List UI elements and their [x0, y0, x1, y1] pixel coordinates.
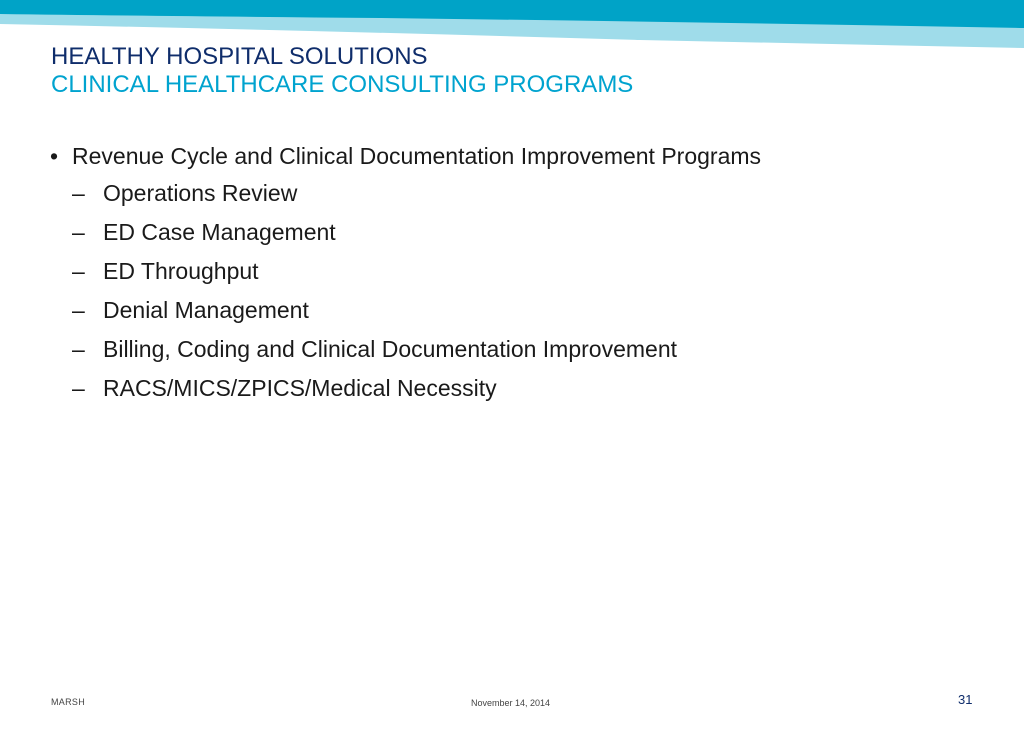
sub-item-text: ED Case Management — [103, 219, 336, 245]
bullet-text: Revenue Cycle and Clinical Documentation Improvement Programs — [72, 143, 762, 169]
dash-icon: – — [72, 297, 85, 323]
sub-item-text: RACS/MICS/ZPICS/Medical Necessity — [103, 375, 497, 401]
sub-item-text: Billing, Coding and Clinical Documentation Improvement — [103, 336, 678, 362]
dash-icon: – — [72, 219, 85, 245]
dash-icon: – — [72, 180, 85, 206]
footer-brand: MARSH — [51, 697, 86, 707]
sub-list — [72, 174, 950, 408]
sub-item — [72, 291, 950, 330]
dash-icon: – — [72, 336, 85, 362]
title-block — [51, 43, 633, 99]
footer-date: November 14, 2014 — [471, 698, 551, 708]
sub-item — [72, 330, 950, 369]
header-band — [0, 0, 1024, 48]
sub-item — [72, 252, 950, 291]
bullet-icon: • — [50, 143, 59, 169]
bullet-item — [50, 138, 950, 174]
sub-item-text: ED Throughput — [103, 258, 259, 284]
dash-icon: – — [72, 375, 85, 401]
content-body — [50, 138, 950, 408]
sub-item — [72, 369, 950, 408]
page-number: 31 — [958, 692, 973, 707]
sub-item-text: Operations Review — [103, 180, 298, 206]
sub-item — [72, 174, 950, 213]
slide-title: HEALTHY HOSPITAL SOLUTIONS — [51, 43, 428, 70]
dash-icon: – — [72, 258, 85, 284]
sub-item — [72, 213, 950, 252]
sub-item-text: Denial Management — [103, 297, 309, 323]
slide-subtitle: CLINICAL HEALTHCARE CONSULTING PROGRAMS — [51, 71, 634, 98]
